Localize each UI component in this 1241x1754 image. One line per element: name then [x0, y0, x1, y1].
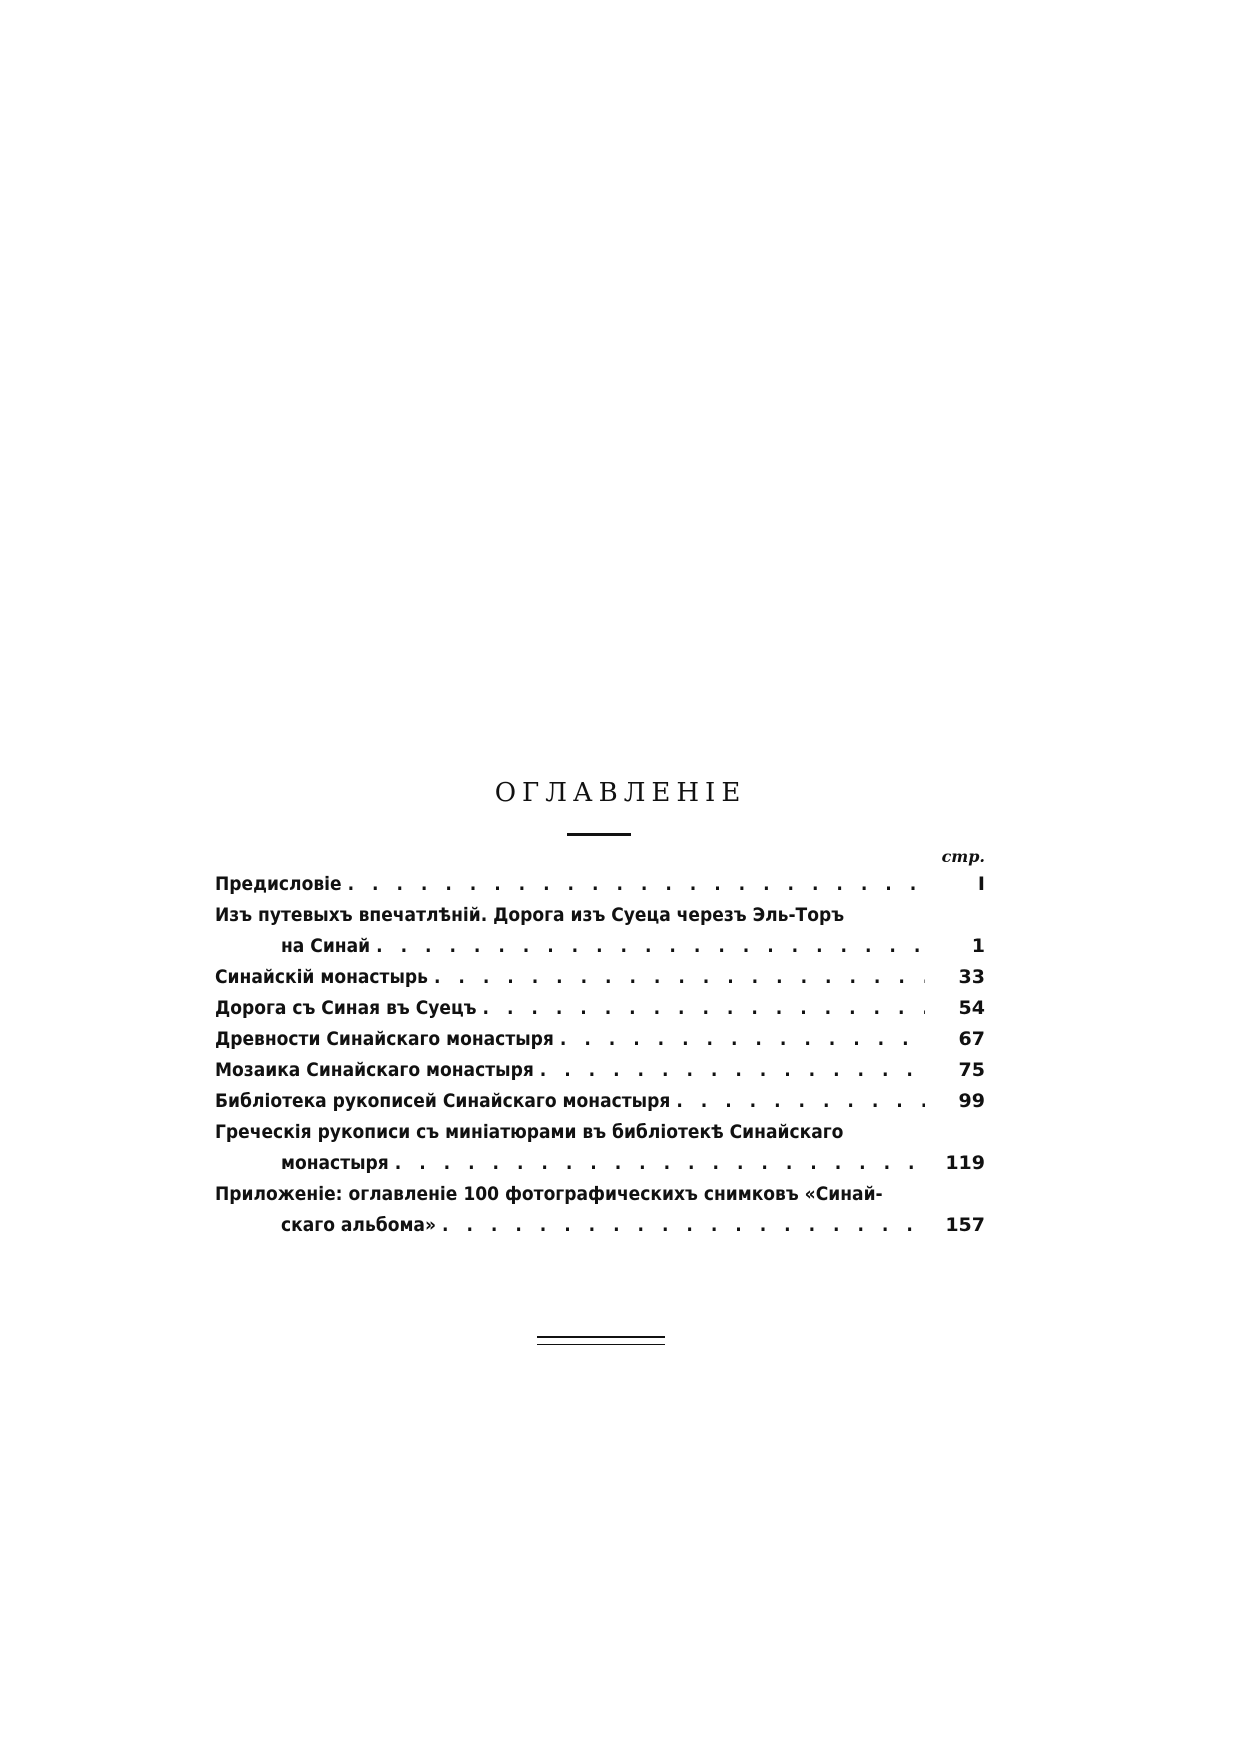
closing-double-rule: [537, 1336, 665, 1345]
dot-leader: [534, 1055, 925, 1086]
toc-entry-continuation: [215, 931, 985, 962]
page-title: ОГЛАВЛЕНІЕ: [494, 778, 747, 808]
toc-entry-title-continuation: на Синай: [281, 935, 371, 957]
toc-entry: [215, 1117, 985, 1148]
toc-entry-title: Дорога съ Синая въ Суецъ: [215, 997, 477, 1019]
dot-leader: [436, 1210, 925, 1241]
toc-entry-page: 99: [958, 1090, 985, 1112]
toc-entry: [215, 1024, 985, 1055]
toc-entry-continuation: [215, 1148, 985, 1179]
toc-entry-page: 157: [945, 1214, 985, 1236]
title-underline: [567, 833, 631, 836]
toc-entry-title: Древности Синайскаго монастыря: [215, 1028, 554, 1050]
dot-leader: [342, 869, 925, 900]
toc-entry-page: 67: [958, 1028, 985, 1050]
toc-entry-page: 1: [971, 935, 985, 957]
dot-leader: [428, 962, 925, 993]
toc-entry-title-continuation: монастыря: [281, 1152, 389, 1174]
dot-leader: [554, 1024, 925, 1055]
toc-entry-page: I: [977, 873, 985, 895]
toc-entry-page: 33: [958, 966, 985, 988]
toc-entry: [215, 1086, 985, 1117]
toc-entry: [215, 1055, 985, 1086]
toc-entry-page: 119: [945, 1152, 985, 1174]
toc-entry-title: Предисловіе: [215, 873, 342, 895]
toc-entry-title: Греческія рукописи съ миніатюрами въ библіотекѣ Синайскаго: [215, 1121, 844, 1143]
toc-entry: [215, 1179, 985, 1210]
toc-entry-title-continuation: скаго альбома»: [281, 1214, 436, 1236]
dot-leader: [670, 1086, 925, 1117]
toc-entry: [215, 900, 985, 931]
dot-leader: [477, 993, 926, 1024]
toc-entry-title: Библіотека рукописей Синайскаго монастыря: [215, 1090, 671, 1112]
toc-entry-title: Мозаика Синайскаго монастыря: [215, 1059, 534, 1081]
toc-entry: [215, 962, 985, 993]
toc-entry-title: Изъ путевыхъ впечатлѣній. Дорога изъ Суеца черезъ Эль-Торъ: [215, 904, 845, 926]
toc-entry-page: 75: [958, 1059, 985, 1081]
toc-entry-title: Синайскій монастырь: [215, 966, 428, 988]
page-column-label: стр.: [941, 847, 985, 866]
table-of-contents: [215, 845, 985, 1241]
toc-entry-page: 54: [958, 997, 985, 1019]
dot-leader: [370, 931, 925, 962]
toc-entry: [215, 869, 985, 900]
toc-entry-title: Приложеніе: оглавленіе 100 фотографическихъ снимковъ «Синай-: [215, 1183, 883, 1205]
dot-leader: [389, 1148, 925, 1179]
toc-entry: [215, 993, 985, 1024]
toc-entry-continuation: [215, 1210, 985, 1241]
